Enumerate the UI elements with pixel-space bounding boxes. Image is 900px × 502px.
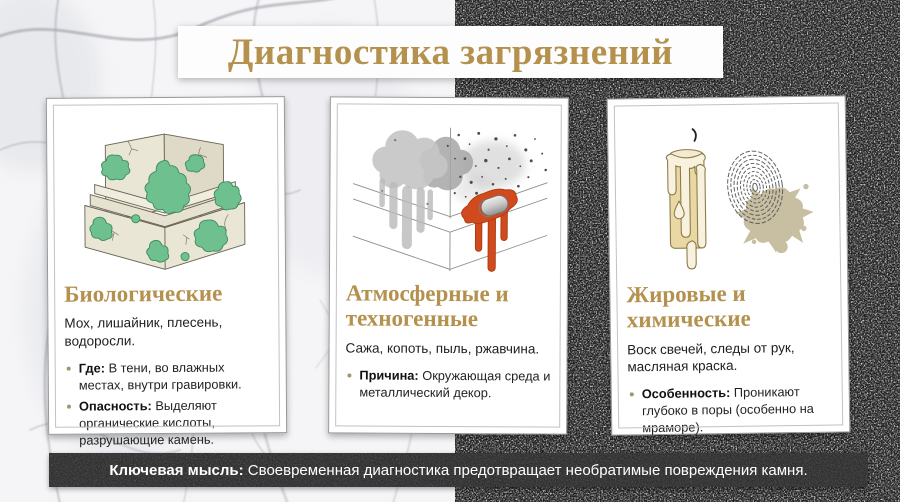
page-title: Диагностика загрязнений [227, 31, 674, 73]
card-title: Биологические [64, 280, 223, 307]
bullet-text: В тени, во влажных местах, внутри гравировки. [78, 359, 242, 393]
card-title: Жировые и химические [626, 280, 751, 333]
bullet-text: Проникают глубоко в поры (особенно на мраморе). [641, 384, 814, 436]
card-biological [46, 96, 287, 448]
title-banner [178, 26, 723, 78]
key-idea-label: Ключевая мысль: [109, 461, 244, 479]
bullet-label: Причина: [359, 367, 419, 383]
candle-fingerprint-icon [618, 109, 837, 280]
key-idea-body: Своевременная диагностика предотвращает необратимые повреждения камня. [243, 461, 808, 479]
bullet-label: Особенность: [641, 385, 731, 402]
candle-fingerprint-illustration [618, 109, 837, 280]
bullet-item [67, 358, 272, 393]
key-idea-bar [49, 453, 868, 487]
bullet-dot-icon [347, 373, 351, 377]
card-atmospheric [328, 96, 569, 434]
card-grease-chemical [607, 95, 851, 435]
key-idea-text [109, 462, 807, 479]
card-bullets [630, 383, 836, 437]
bullet-text: Окружающая среда и металлический декор. [359, 367, 551, 401]
bullet-text: Выделяют органические кислоты, разрушающие камень. [79, 397, 217, 448]
bullet-dot-icon [630, 392, 634, 396]
bullet-label: Опасность: [78, 397, 152, 414]
bullet-dot-icon [67, 366, 71, 370]
card-subtitle: Сажа, копоть, пыль, ржавчина. [345, 340, 540, 357]
bullet-dot-icon [67, 405, 71, 409]
card-title: Атмосферные и техногенные [345, 280, 509, 332]
mossy-stone-illustration [57, 109, 275, 279]
bullet-label: Где: [78, 360, 106, 376]
smoke-rust-illustration [340, 109, 558, 278]
card-subtitle: Воск свечей, следы от рук, масляная краска. [627, 339, 795, 375]
card-bullets [347, 366, 552, 401]
smoke-rust-icon [340, 109, 558, 278]
bullet-item [67, 396, 272, 448]
bullet-item [347, 366, 552, 401]
card-bullets [67, 358, 273, 449]
mossy-stone-icon [57, 109, 275, 279]
card-subtitle: Мох, лишайник, плесень, водоросли. [64, 314, 223, 349]
bullet-item [630, 383, 836, 437]
